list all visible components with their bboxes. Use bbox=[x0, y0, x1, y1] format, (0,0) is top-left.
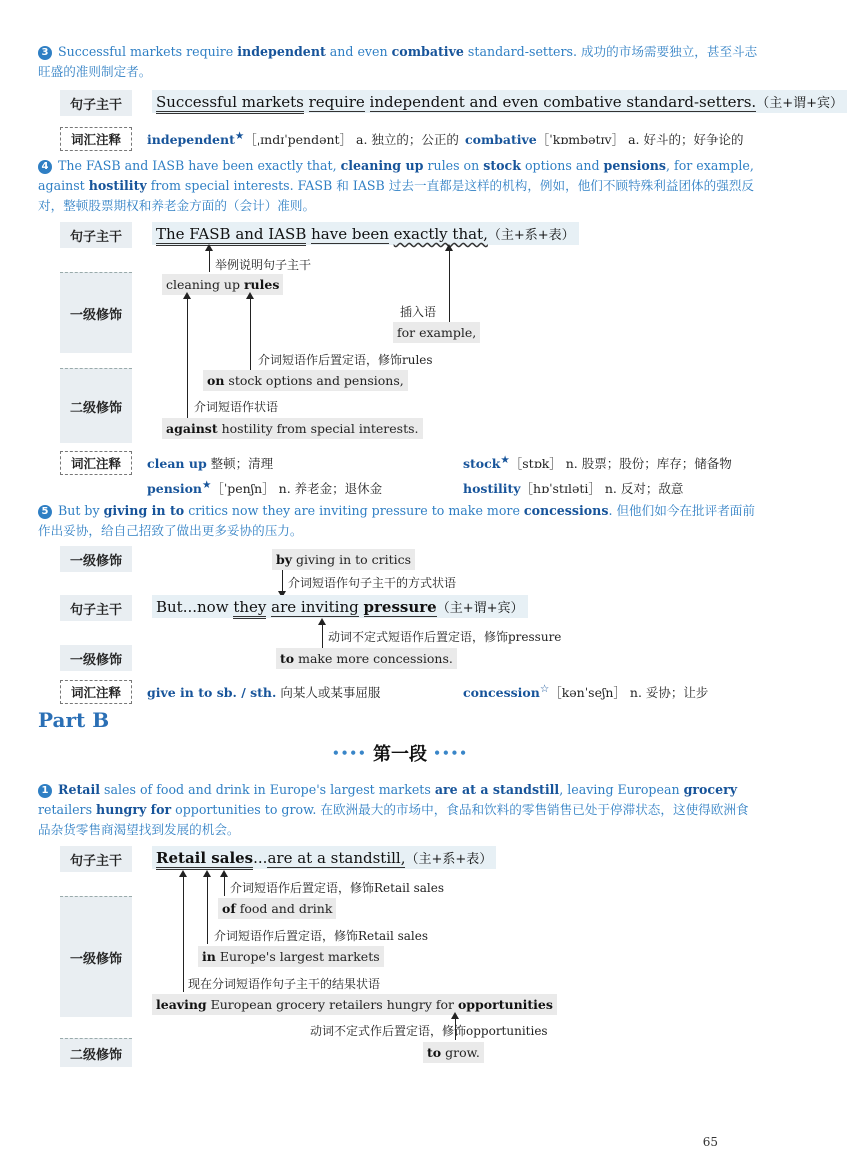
arrow-line bbox=[207, 876, 208, 944]
note: 介词短语作状语 bbox=[194, 400, 279, 414]
paragraph-s3: 3 Successful markets require independent and even combative standard-setters. 成功的市场需要独立，甚至斗志旺盛的准则制定者。 bbox=[38, 44, 758, 79]
modifier: to grow. bbox=[423, 1042, 484, 1063]
modifier: to make more concessions. bbox=[276, 648, 457, 669]
arrow-line bbox=[322, 624, 323, 648]
label-level1: 一级修饰 bbox=[60, 546, 132, 572]
arrow-line bbox=[282, 570, 283, 592]
vocab-entry: stock★［stɒk］ n. 股票；股份；库存；储备物 bbox=[463, 454, 732, 472]
vocab-label: 词汇注释 bbox=[60, 451, 132, 475]
main-sentence: But...now they are inviting pressure（主+谓+宾） bbox=[152, 595, 528, 618]
vocab-label: 词汇注释 bbox=[60, 680, 132, 704]
modifier: in Europe's largest markets bbox=[198, 946, 384, 967]
sentence-number: 5 bbox=[38, 505, 52, 519]
arrow-line bbox=[187, 298, 188, 418]
modifier: leaving European grocery retailers hungry for opportunities bbox=[152, 994, 557, 1015]
arrow-line bbox=[224, 876, 225, 896]
sentence-number: 4 bbox=[38, 160, 52, 174]
label-main: 句子主干 bbox=[60, 222, 132, 248]
arrow-line bbox=[183, 876, 184, 992]
note: 介词短语作后置定语，修饰rules bbox=[258, 353, 433, 367]
note: 介词短语作句子主干的方式状语 bbox=[288, 576, 457, 590]
modifier: cleaning up rules bbox=[162, 274, 283, 295]
arrow-line bbox=[449, 250, 450, 322]
modifier: on stock options and pensions, bbox=[203, 370, 408, 391]
vocab-entry: pension★［ˈpenʃn］ n. 养老金；退休金 bbox=[147, 479, 383, 497]
note: 介词短语作后置定语，修饰Retail sales bbox=[214, 929, 429, 943]
label-main: 句子主干 bbox=[60, 846, 132, 872]
vocab-entry: combative［ˈkɒmbətɪv］ a. 好斗的；好争论的 bbox=[465, 132, 744, 147]
part-heading: Part B bbox=[38, 708, 110, 732]
note: 动词不定式作后置定语，修饰opportunities bbox=[310, 1024, 548, 1038]
main-sentence: Retail sales...are at a standstill,（主+系+表） bbox=[152, 846, 496, 869]
note: 举例说明句子主干 bbox=[215, 258, 312, 272]
vocab-entry: give in to sb. / sth. 向某人或某事屈服 bbox=[147, 685, 381, 700]
arrow-line bbox=[209, 250, 210, 272]
label-level1: 一级修饰 bbox=[60, 272, 132, 353]
vocab-entry: independent★［ˌɪndɪˈpendənt］ a. 独立的；公正的 bbox=[147, 130, 459, 148]
label-main: 句子主干 bbox=[60, 595, 132, 621]
vocab-entry: concession☆［kənˈseʃn］ n. 妥协；让步 bbox=[463, 683, 709, 701]
vocab-entry: clean up 整顿；清理 bbox=[147, 456, 274, 471]
paragraph-p1: 1 Retail sales of food and drink in Europe's largest markets are at a standstill, leaving European grocery retailers hungry for opportunities to grow. 在欧洲最大的市场中，食品和饮料的零售销售已处于停滞状态，这使得欧洲食品杂货零售商渴望找到发展的机会。 bbox=[38, 782, 749, 837]
label-level2: 二级修饰 bbox=[60, 368, 132, 443]
main-sentence: Successful markets require independent and even combative standard-setters.（主+谓+宾） bbox=[152, 90, 847, 113]
modifier: by giving in to critics bbox=[272, 549, 415, 570]
arrow-line bbox=[250, 298, 251, 370]
modifier: against hostility from special interests. bbox=[162, 418, 423, 439]
label-level1: 一级修饰 bbox=[60, 645, 132, 671]
paragraph-s5: 5 But by giving in to critics now they are inviting pressure to make more concessions. 但他们如今在批评者面前作出妥协，给自己招致了做出更多妥协的压力。 bbox=[38, 503, 755, 538]
label-level1: 一级修饰 bbox=[60, 896, 132, 1017]
note: 动词不定式短语作后置定语，修饰pressure bbox=[328, 630, 562, 644]
page-number: 65 bbox=[702, 1135, 718, 1149]
vocab-entry: hostility［hɒˈstɪləti］ n. 反对；敌意 bbox=[463, 481, 684, 496]
note: 插入语 bbox=[400, 305, 437, 319]
vocab-label: 词汇注释 bbox=[60, 127, 132, 151]
note: 介词短语作后置定语，修饰Retail sales bbox=[230, 881, 445, 895]
modifier: for example, bbox=[393, 322, 480, 343]
paragraph-s4: 4 The FASB and IASB have been exactly that, cleaning up rules on stock options and pensions, for example, against hostility from special interests. FASB 和 IASB 过去一直都是这样的机构，例如，他们不顾特殊利益团体的强烈反对，整顿股票期权和养老金方面的（会计）准则。 bbox=[38, 158, 755, 213]
main-sentence: The FASB and IASB have been exactly that,（主+系+表） bbox=[152, 222, 579, 245]
sentence-number: 3 bbox=[38, 46, 52, 60]
label-level2: 二级修饰 bbox=[60, 1038, 132, 1067]
note: 现在分词短语作句子主干的结果状语 bbox=[188, 977, 381, 991]
section-heading: •••• 第一段 •••• bbox=[332, 744, 468, 765]
label-main: 句子主干 bbox=[60, 90, 132, 116]
modifier: of food and drink bbox=[218, 898, 336, 919]
sentence-number: 1 bbox=[38, 784, 52, 798]
